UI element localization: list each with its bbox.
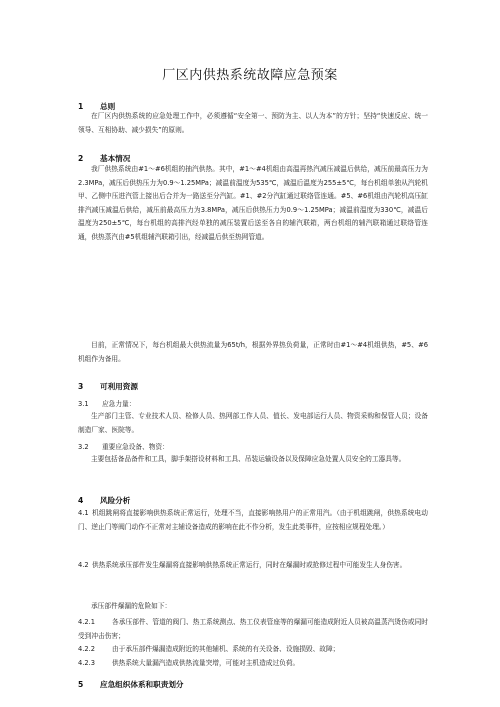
item-number: 4.2.1 — [78, 618, 96, 626]
subsection-3-1-heading — [78, 398, 135, 408]
item-4-1 — [78, 507, 428, 534]
item-text: 供热系统承压部件发生爆漏将直接影响供热系统正常运行，同时在爆漏时或抢修过程中可能发生人身伤害。 — [92, 561, 407, 569]
section-number: 4 — [78, 496, 84, 505]
section-number: 2 — [78, 154, 84, 163]
item-number: 4.2.2 — [78, 645, 96, 653]
document-title: 厂区内供热系统故障应急预案 — [162, 68, 338, 83]
section-title: 总则 — [100, 102, 116, 111]
section-5-heading — [78, 679, 184, 690]
subsection-3-2-heading — [78, 441, 169, 451]
subsection-3-1-paragraph: 生产部门主管、专业技术人员、检修人员、热网部工作人员、值长、发电部运行人员、物资采购和保管人员；设备制造厂家、医院等。 — [78, 412, 428, 434]
item-number: 4.2 — [78, 561, 89, 569]
section-2-paragraph-1: 我厂供热系统由#1～#6机组的抽汽供热。其中，#1～#4机组由高温再热汽减压减温后供给，减压前最高压力为2.3MPa，减压后供热压力为0.9～1.25MPa；减温前温度为535℃，减温后温度为255±5℃，每台机组单独从汽轮机甲、乙侧中压进汽管上接出后合并为一路送至分汽缸。#1、#2分汽缸通过联络管连通。#5、#6机组由汽轮机高压缸排汽减压减温后供给，减压前最高压力为3.8MPa，减压后供热压力为0.9～1.25MPa；减温前温度为330℃，减温后温度为250±5℃，每台机组的高排汽经单独的减压装置后送至各自的辅汽联箱，两台机组的辅汽联箱通过联络管连通，供热蒸汽由#5机组辅汽联箱引出，经减温后供至热网管道。 — [78, 165, 428, 241]
item-text: 供热系统大量漏汽造成供热流量突增，可能对主机造成过负荷。 — [112, 659, 300, 667]
item-number: 4.2.3 — [78, 659, 96, 667]
section-title: 风险分析 — [100, 496, 131, 505]
item-4-2-1 — [78, 616, 428, 643]
item-4-2-3 — [78, 657, 428, 671]
section-title: 应急组织体系和职责划分 — [100, 680, 184, 689]
section-number: 1 — [78, 102, 84, 111]
section-3-heading — [78, 381, 138, 392]
item-text: 由于承压部件爆漏造成附近的其他辅机、系统的有关设备、设施损毁、故障； — [112, 645, 340, 653]
hazard-intro: 承压部件爆漏的危险如下： — [91, 602, 172, 610]
item-4-2-2 — [78, 643, 428, 657]
item-text: 各承压部件、管道的阀门、热工系统测点、热工仪表管座等的爆漏可能造成附近人员被高温蒸汽烫伤或同时受到冲击伤害； — [78, 618, 428, 640]
subsection-3-2-paragraph: 主要包括备品备件和工具，脚手架搭设材料和工具、吊装运输设备以及保障应急处置人员安全的工器具等。 — [91, 455, 406, 463]
section-title: 可利用资源 — [100, 382, 138, 391]
section-number: 5 — [78, 680, 84, 689]
item-4-2 — [78, 559, 428, 573]
subsection-number: 3.2 — [78, 443, 89, 451]
section-number: 3 — [78, 382, 84, 391]
item-number: 4.1 — [78, 509, 89, 517]
subsection-title: 应急力量： — [102, 400, 136, 408]
subsection-title: 重要应急设备、物资： — [102, 443, 169, 451]
section-1-paragraph: 在厂区内供热系统的应急处理工作中，必须遵循“安全第一、预防为主、以人为本”的方针；坚持“快速反应、统一领导、互相协助、减少损失”的原则。 — [78, 112, 428, 134]
item-text: 机组跳闸将直接影响供热系统正常运行，处理不当，直接影响热用户的正常用汽。（由于机组跳闸，供热系统电动门、逆止门等阀门动作不正常对主辅设备造成的影响在此不作分析，发生此类事件，应按相应规程处理。） — [78, 509, 428, 531]
section-4-heading — [78, 495, 130, 506]
section-title: 基本情况 — [100, 154, 131, 163]
subsection-number: 3.1 — [78, 400, 89, 408]
section-2-paragraph-2: 目前，正常情况下，每台机组最大供热流量为65t/h，根据外界热负荷量，正常时由#1～#4机组供热，#5、#6机组作为备用。 — [78, 341, 428, 363]
